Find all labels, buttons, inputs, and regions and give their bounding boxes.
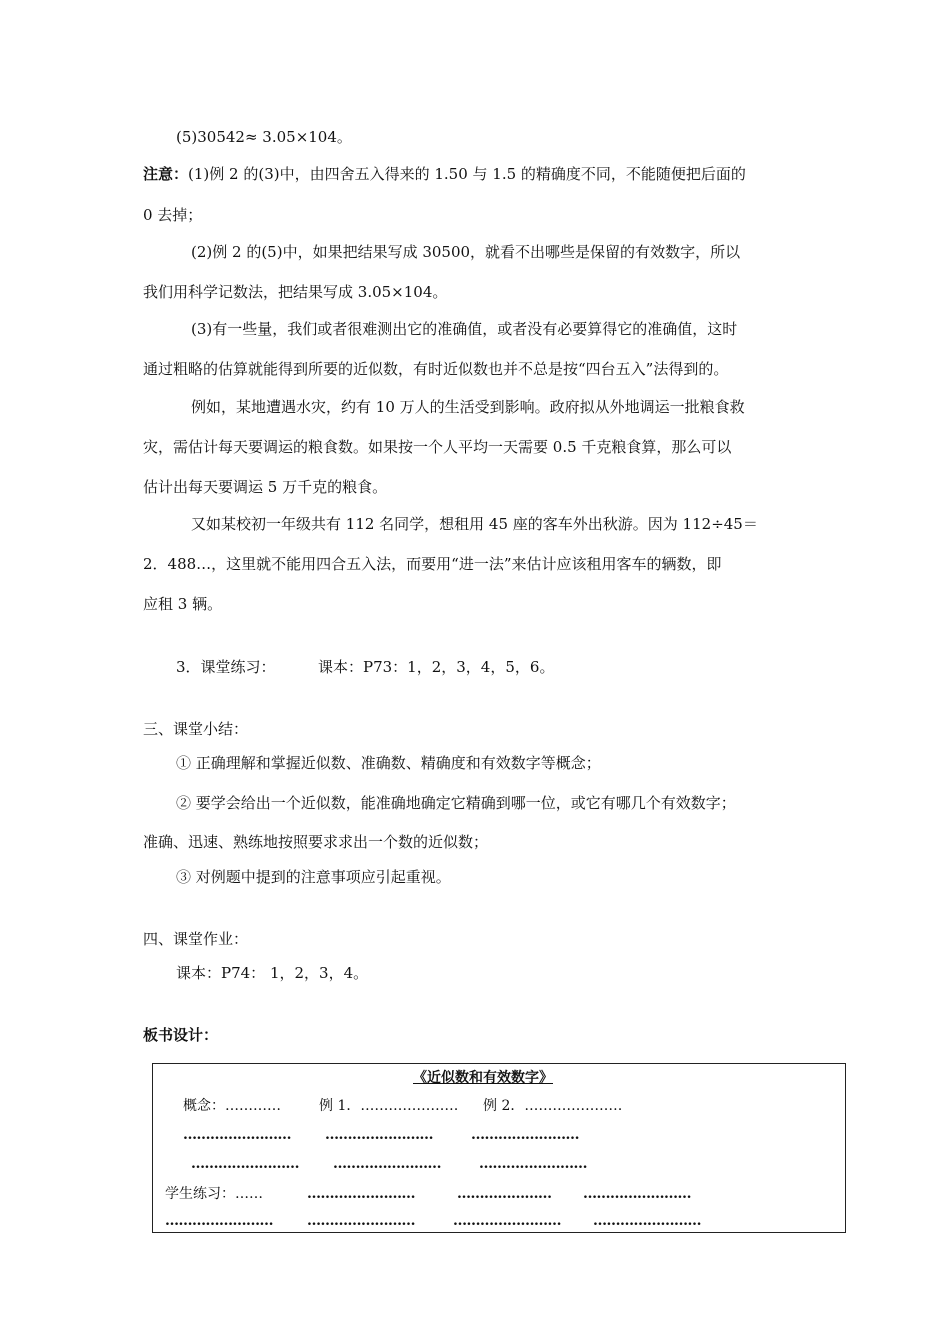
note-2-continued: 我们用科学记数法，把结果写成 3.05×104。 [143, 283, 448, 301]
board-row5-col1: …………………… [165, 1213, 273, 1229]
example-result-line: (5)30542≈ 3.05×104。 [176, 128, 352, 146]
board-row3-col2: …………………… [333, 1156, 441, 1172]
board-row5-col3: …………………… [453, 1213, 561, 1229]
note-1-continued: 0 去掉； [143, 206, 203, 224]
board-row4-col3: …………………… [583, 1186, 691, 1202]
board-title: 《近似数和有效数字》 [413, 1070, 553, 1086]
note-label: 注意： [143, 165, 189, 183]
board-row5-col2: …………………… [307, 1213, 415, 1229]
board-row4-col1: …………………… [307, 1186, 415, 1202]
note-1-text: (1)例 2 的(3)中，由四舍五入得来的 1.50 与 1.5 的精确度不同，不能随便把后面的 [188, 165, 746, 183]
board-row5-col4: …………………… [593, 1213, 701, 1229]
example-flood-line-3: 估计出每天要调运 5 万千克的粮食。 [143, 478, 388, 496]
board-design-heading: 板书设计： [143, 1026, 219, 1044]
board-row2-col2: …………………… [325, 1127, 433, 1143]
example-flood-line-1: 例如，某地遭遇水灾，约有 10 万人的生活受到影响。政府拟从外地调运一批粮食救 [191, 398, 745, 416]
board-student-practice-label: 学生练习：…… [165, 1186, 263, 1202]
note-3-continued: 通过粗略的估算就能得到所要的近似数，有时近似数也并不总是按“四台五入”法得到的。 [143, 360, 729, 378]
board-row3-col3: …………………… [479, 1156, 587, 1172]
example-flood-line-2: 灾，需估计每天要调运的粮食数。如果按一个人平均一天需要 0.5 千克粮食算，那么可以 [143, 438, 732, 456]
homework-value: 课本：P74： 1，2，3，4。 [176, 964, 369, 982]
note-paragraph-1 [143, 164, 746, 184]
example-bus-line-3: 应租 3 辆。 [143, 595, 223, 613]
summary-item-3: ③ 对例题中提到的注意事项应引起重视。 [176, 868, 451, 886]
board-row3-col1: …………………… [191, 1156, 299, 1172]
board-concept: 概念：………… [183, 1098, 281, 1114]
summary-item-2-continued: 准确、迅速、熟练地按照要求求出一个数的近似数； [143, 833, 489, 851]
classroom-practice-label: 3．课堂练习： [176, 658, 276, 676]
board-row4-col2: ………………… [457, 1186, 552, 1202]
board-row2-col3: …………………… [471, 1127, 579, 1143]
board-example-1: 例 1．………………… [319, 1098, 459, 1114]
board-example-2: 例 2．………………… [483, 1098, 623, 1114]
note-paragraph-2: (2)例 2 的(5)中，如果把结果写成 30500，就看不出哪些是保留的有效数字，所以 [191, 243, 741, 261]
homework-heading: 四、课堂作业： [143, 930, 249, 948]
summary-item-1: ① 正确理解和掌握近似数、准确数、精确度和有效数字等概念； [176, 754, 601, 772]
note-paragraph-3: (3)有一些量，我们或者很难测出它的准确值，或者没有必要算得它的准确值，这时 [191, 320, 738, 338]
board-design-box [152, 1063, 846, 1233]
summary-heading: 三、课堂小结： [143, 720, 249, 738]
example-bus-line-2: 2．488…，这里就不能用四合五入法，而要用“进一法”来估计应该租用客车的辆数，即 [143, 555, 722, 573]
board-row2-col1: …………………… [183, 1127, 291, 1143]
example-bus-line-1: 又如某校初一年级共有 112 名同学，想租用 45 座的客车外出秋游。因为 112÷45＝ [191, 515, 758, 533]
summary-item-2: ② 要学会给出一个近似数，能准确地确定它精确到哪一位，或它有哪几个有效数字； [176, 794, 736, 812]
classroom-practice-value: 课本：P73：1，2，3，4，5，6。 [318, 658, 555, 676]
